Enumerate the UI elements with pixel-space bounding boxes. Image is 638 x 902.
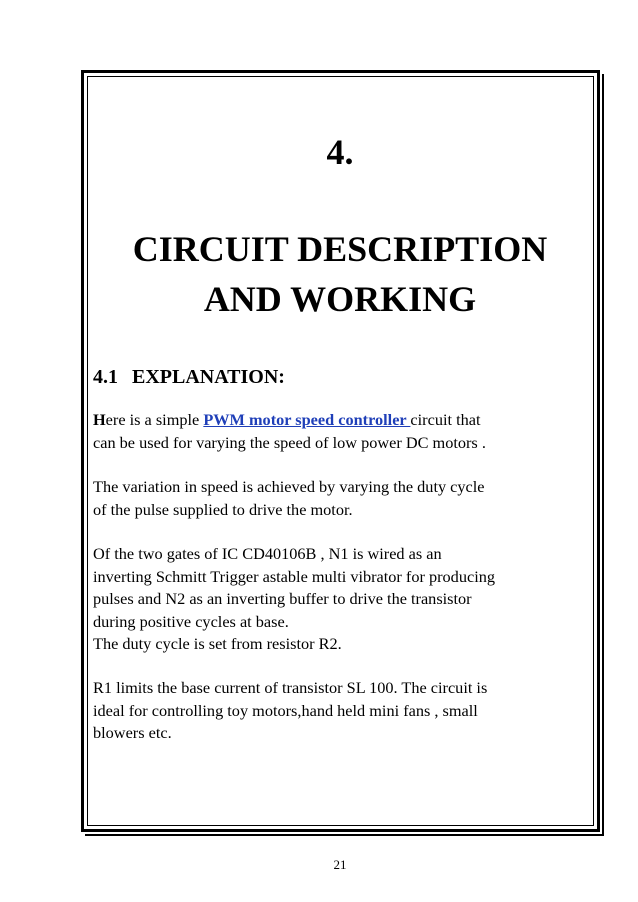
text-run: circuit that	[410, 410, 481, 429]
section-title: EXPLANATION:	[132, 366, 285, 388]
paragraph-transistor	[93, 677, 583, 745]
paragraph-line: ideal for controlling toy motors,hand held mini fans , small	[93, 700, 478, 720]
section-number: 4.1	[93, 366, 118, 388]
paragraph-line: The variation in speed is achieved by varying the duty cycle	[93, 477, 485, 496]
pwm-controller-link[interactable]: PWM motor speed controller	[203, 410, 411, 429]
chapter-title-line: CIRCUIT DESCRIPTION	[132, 229, 548, 269]
chapter-number: 4.	[326, 132, 354, 172]
paragraph-line: Of the two gates of IC CD40106B , N1 is wired as an	[93, 544, 442, 563]
section-heading	[93, 366, 285, 389]
page-number: 21	[333, 857, 347, 872]
chapter-title	[90, 224, 590, 324]
paragraph-gates	[93, 543, 583, 656]
paragraph-intro	[93, 409, 583, 454]
drop-letter: H	[93, 410, 106, 429]
paragraph-line: pulses and N2 as an inverting buffer to drive the transistor	[93, 589, 472, 608]
paragraph-line: can be used for varying the speed of low power DC motors .	[93, 432, 486, 452]
paragraph-duty-cycle	[93, 476, 583, 521]
paragraph-line: during positive cycles at base.	[93, 611, 289, 631]
paragraph-line: R1 limits the base current of transistor SL 100. The circuit is	[93, 678, 488, 697]
paragraph-line	[93, 409, 583, 432]
paragraph-line: of the pulse supplied to drive the motor.	[93, 499, 353, 519]
paragraph-line: blowers etc.	[93, 723, 172, 742]
chapter-title-line: AND WORKING	[203, 279, 477, 319]
text-run: ere is a simple	[105, 410, 204, 429]
paragraph-line: The duty cycle is set from resistor R2.	[93, 634, 342, 653]
paragraph-line: inverting Schmitt Trigger astable multi vibrator for producing	[93, 566, 495, 586]
